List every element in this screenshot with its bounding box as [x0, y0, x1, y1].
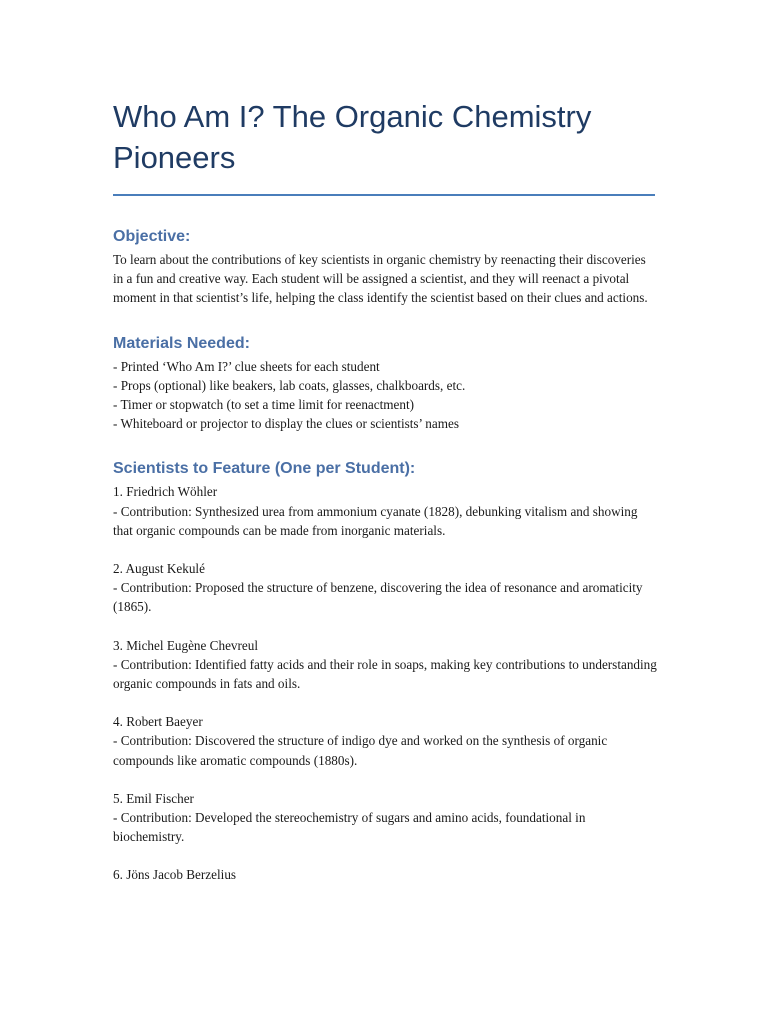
scientist-name: 3. Michel Eugène Chevreul — [113, 637, 259, 653]
scientist-entry — [113, 712, 658, 770]
document-body — [113, 96, 658, 885]
scientist-contribution: - Contribution: Identified fatty acids and their role in soaps, making key contributions to understanding organic compounds in fats and oils. — [113, 656, 657, 692]
materials-item: - Whiteboard or projector to display the clues or scientists’ names — [113, 416, 459, 432]
materials-item: - Printed ‘Who Am I?’ clue sheets for each student — [113, 358, 380, 374]
scientist-entry — [113, 636, 658, 694]
materials-list — [113, 357, 658, 434]
scientist-contribution: - Contribution: Developed the stereochemistry of sugars and amino acids, foundational in biochemistry. — [113, 810, 586, 845]
materials-item: - Timer or stopwatch (to set a time limit for reenactment) — [113, 397, 415, 413]
materials-item: - Props (optional) like beakers, lab coats, glasses, chalkboards, etc. — [113, 377, 466, 393]
scientist-contribution: - Contribution: Synthesized urea from ammonium cyanate (1828), debunking vitalism and showing that organic compounds can be made from inorganic materials. — [113, 503, 638, 538]
scientist-name: 6. Jöns Jacob Berzelius — [113, 867, 237, 883]
title-underline — [113, 194, 655, 196]
page-title: Who Am I? The Organic Chemistry Pioneers — [113, 99, 592, 175]
scientist-entry — [113, 559, 658, 617]
scientist-entry — [113, 865, 658, 884]
objective-heading: Objective: — [113, 228, 191, 245]
materials-heading: Materials Needed: — [113, 334, 250, 352]
scientist-entry — [113, 789, 658, 847]
scientist-name: 2. August Kekulé — [113, 561, 205, 577]
scientist-name: 1. Friedrich Wöhler — [113, 484, 218, 500]
scientist-entry — [113, 482, 658, 540]
scientist-contribution: - Contribution: Discovered the structure of indigo dye and worked on the synthesis of organic compounds like aromatic compounds (1880s). — [113, 733, 608, 768]
scientists-heading: Scientists to Feature (One per Student): — [113, 460, 416, 478]
scientists-list — [113, 482, 658, 884]
scientist-contribution: - Contribution: Proposed the structure of benzene, discovering the idea of resonance and aromaticity (1865). — [113, 580, 643, 615]
scientist-name: 5. Emil Fischer — [113, 790, 194, 806]
scientist-name: 4. Robert Baeyer — [113, 714, 203, 730]
objective-text: To learn about the contributions of key scientists in organic chemistry by reenacting their discoveries in a fun and creative way. Each student will be assigned a scientist, and they will reenact a pivotal moment in that scientist’s life, helping the class identify the scientist based on their clues and actions. — [113, 252, 648, 306]
